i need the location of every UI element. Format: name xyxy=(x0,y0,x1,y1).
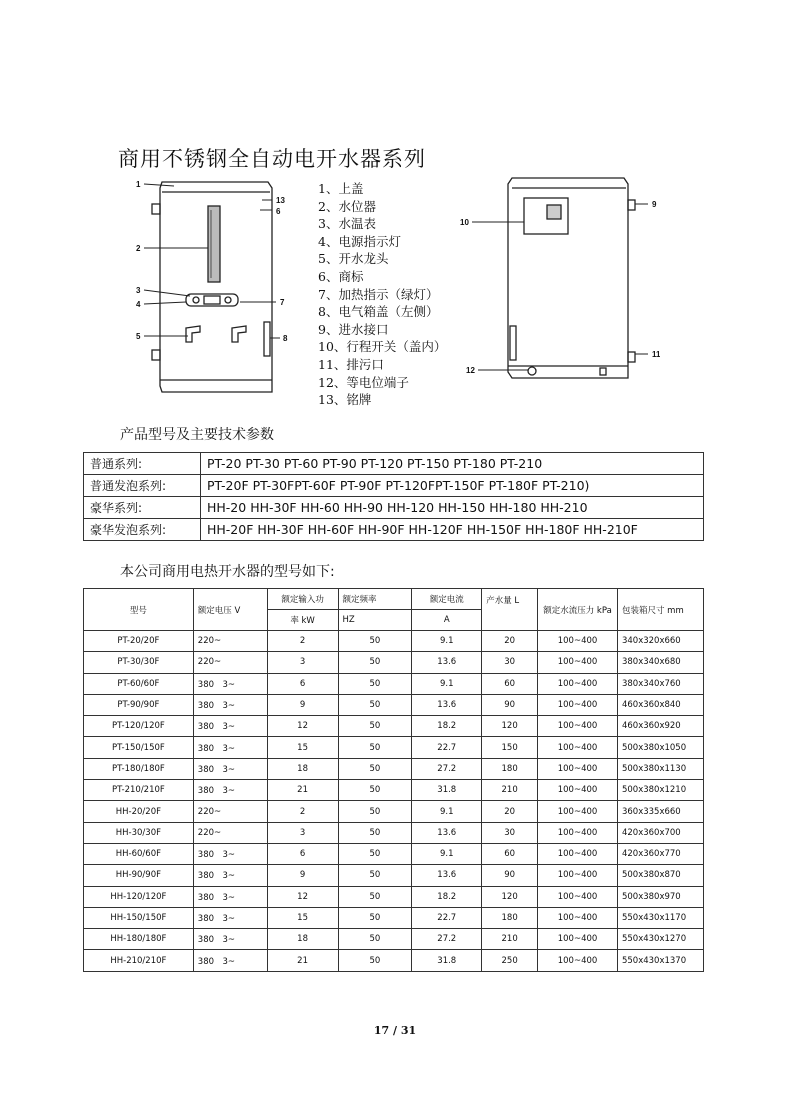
col-frequency: 额定频率 xyxy=(338,589,412,610)
cell-voltage: 220~ xyxy=(193,631,267,652)
tap-right xyxy=(232,326,246,342)
table-row xyxy=(84,652,704,673)
cell-voltage: 220~ xyxy=(193,801,267,822)
table-row xyxy=(84,694,704,715)
cell-size: 360x335x660 xyxy=(617,801,703,822)
col-output: 产水量 L xyxy=(482,589,538,631)
cell-frequency: 50 xyxy=(338,716,412,737)
cell-voltage: 380 3~ xyxy=(193,950,267,971)
table-row xyxy=(84,801,704,822)
cell-frequency: 50 xyxy=(338,950,412,971)
electrical-box-cover xyxy=(264,322,270,356)
cell-power: 6 xyxy=(267,673,338,694)
series-models: PT-20 PT-30 PT-60 PT-90 PT-120 PT-150 PT-180 PT-210 xyxy=(201,453,704,475)
cell-power: 18 xyxy=(267,758,338,779)
cell-model: PT-120/120F xyxy=(84,716,194,737)
table-row xyxy=(84,780,704,801)
legend-item: 11、排污口 xyxy=(318,356,384,372)
cell-power: 2 xyxy=(267,631,338,652)
diagram-legend xyxy=(318,180,446,409)
series-name: 豪华系列: xyxy=(84,497,201,519)
cell-current: 13.6 xyxy=(412,822,482,843)
cell-size: 500x380x970 xyxy=(617,886,703,907)
table-row xyxy=(84,929,704,950)
cell-power: 9 xyxy=(267,694,338,715)
cell-output: 60 xyxy=(482,843,538,864)
cell-current: 18.2 xyxy=(412,716,482,737)
table-row xyxy=(84,673,704,694)
cell-model: HH-60/60F xyxy=(84,843,194,864)
col-current: 额定电流 xyxy=(412,589,482,610)
cell-model: PT-30/30F xyxy=(84,652,194,673)
cell-pressure: 100~400 xyxy=(538,758,618,779)
cell-frequency: 50 xyxy=(338,780,412,801)
cell-size: 420x360x700 xyxy=(617,822,703,843)
cell-output: 120 xyxy=(482,716,538,737)
cell-size: 500x380x1210 xyxy=(617,780,703,801)
cell-output: 90 xyxy=(482,865,538,886)
cell-power: 12 xyxy=(267,716,338,737)
cell-frequency: 50 xyxy=(338,801,412,822)
cell-pressure: 100~400 xyxy=(538,716,618,737)
cell-voltage: 380 3~ xyxy=(193,886,267,907)
cell-voltage: 380 3~ xyxy=(193,694,267,715)
cell-current: 13.6 xyxy=(412,865,482,886)
cell-size: 460x360x840 xyxy=(617,694,703,715)
cell-current: 18.2 xyxy=(412,886,482,907)
col-pressure: 额定水流压力 kPa xyxy=(538,589,618,631)
cell-output: 30 xyxy=(482,652,538,673)
cell-frequency: 50 xyxy=(338,865,412,886)
cell-model: PT-150/150F xyxy=(84,737,194,758)
callout-5: 5 xyxy=(136,332,141,341)
table-row xyxy=(84,453,704,475)
cell-output: 210 xyxy=(482,780,538,801)
cell-voltage: 220~ xyxy=(193,652,267,673)
model-rows xyxy=(84,631,704,972)
cell-model: HH-150/150F xyxy=(84,907,194,928)
cell-frequency: 50 xyxy=(338,843,412,864)
cell-size: 380x340x680 xyxy=(617,652,703,673)
series-models: HH-20 HH-30F HH-60 HH-90 HH-120 HH-150 HH-180 HH-210 xyxy=(201,497,704,519)
cell-voltage: 380 3~ xyxy=(193,929,267,950)
cell-voltage: 380 3~ xyxy=(193,758,267,779)
cell-model: HH-30/30F xyxy=(84,822,194,843)
cell-model: HH-210/210F xyxy=(84,950,194,971)
cell-power: 21 xyxy=(267,780,338,801)
cell-size: 500x380x870 xyxy=(617,865,703,886)
header-row xyxy=(84,589,704,610)
cell-power: 12 xyxy=(267,886,338,907)
table-row xyxy=(84,822,704,843)
cell-output: 120 xyxy=(482,886,538,907)
legend-item: 8、电气箱盖（左侧） xyxy=(318,304,439,320)
cell-model: PT-180/180F xyxy=(84,758,194,779)
cell-frequency: 50 xyxy=(338,631,412,652)
cell-output: 250 xyxy=(482,950,538,971)
cell-model: PT-20/20F xyxy=(84,631,194,652)
cell-voltage: 220~ xyxy=(193,822,267,843)
cell-pressure: 100~400 xyxy=(538,737,618,758)
col-model: 型号 xyxy=(84,589,194,631)
cell-current: 9.1 xyxy=(412,801,482,822)
cell-size: 550x430x1170 xyxy=(617,907,703,928)
cell-current: 9.1 xyxy=(412,673,482,694)
cell-frequency: 50 xyxy=(338,929,412,950)
cell-frequency: 50 xyxy=(338,758,412,779)
cell-pressure: 100~400 xyxy=(538,780,618,801)
table-row xyxy=(84,519,704,541)
cell-pressure: 100~400 xyxy=(538,673,618,694)
cell-voltage: 380 3~ xyxy=(193,907,267,928)
series-name: 普通发泡系列: xyxy=(84,475,201,497)
series-name: 普通系列: xyxy=(84,453,201,475)
cell-size: 550x430x1270 xyxy=(617,929,703,950)
table-row xyxy=(84,475,704,497)
legend-item: 5、开水龙头 xyxy=(318,251,389,267)
legend-item: 4、电源指示灯 xyxy=(318,233,401,249)
cell-pressure: 100~400 xyxy=(538,631,618,652)
cell-current: 9.1 xyxy=(412,631,482,652)
cell-frequency: 50 xyxy=(338,673,412,694)
legend-item: 7、加热指示（绿灯） xyxy=(318,286,439,302)
cell-pressure: 100~400 xyxy=(538,929,618,950)
series-table xyxy=(83,452,704,541)
col-power: 额定输入功 xyxy=(267,589,338,610)
cell-pressure: 100~400 xyxy=(538,907,618,928)
cell-model: HH-20/20F xyxy=(84,801,194,822)
cell-output: 180 xyxy=(482,907,538,928)
cell-pressure: 100~400 xyxy=(538,886,618,907)
table-row xyxy=(84,631,704,652)
cell-model: HH-120/120F xyxy=(84,886,194,907)
col-voltage: 额定电压 V xyxy=(193,589,267,631)
cell-frequency: 50 xyxy=(338,822,412,843)
callout-3: 3 xyxy=(136,286,141,295)
table-row xyxy=(84,886,704,907)
cell-power: 2 xyxy=(267,801,338,822)
table-row xyxy=(84,865,704,886)
cell-frequency: 50 xyxy=(338,886,412,907)
cell-size: 340x320x660 xyxy=(617,631,703,652)
col-frequency-unit: HZ xyxy=(338,610,412,631)
cell-size: 460x360x920 xyxy=(617,716,703,737)
callout-13: 13 xyxy=(276,196,285,205)
cell-voltage: 380 3~ xyxy=(193,865,267,886)
models-section-title: 本公司商用电热开水器的型号如下: xyxy=(120,564,335,580)
cell-voltage: 380 3~ xyxy=(193,843,267,864)
cell-frequency: 50 xyxy=(338,652,412,673)
tap-left xyxy=(186,326,200,342)
cell-output: 210 xyxy=(482,929,538,950)
grounding-terminal xyxy=(528,367,536,375)
legend-item: 1、上盖 xyxy=(318,181,364,196)
cell-model: PT-90/90F xyxy=(84,694,194,715)
cell-power: 15 xyxy=(267,907,338,928)
cell-model: PT-60/60F xyxy=(84,673,194,694)
cell-size: 380x340x760 xyxy=(617,673,703,694)
cell-current: 22.7 xyxy=(412,907,482,928)
callout-4: 4 xyxy=(136,300,141,309)
drain-outlet xyxy=(628,352,635,362)
cell-pressure: 100~400 xyxy=(538,822,618,843)
cell-power: 18 xyxy=(267,929,338,950)
cell-output: 90 xyxy=(482,694,538,715)
cell-size: 420x360x770 xyxy=(617,843,703,864)
cell-output: 60 xyxy=(482,673,538,694)
water-level-gauge xyxy=(208,206,220,282)
cell-voltage: 380 3~ xyxy=(193,716,267,737)
legend-item: 2、水位器 xyxy=(318,198,376,214)
col-size: 包装箱尺寸 mm xyxy=(617,589,703,631)
cell-power: 21 xyxy=(267,950,338,971)
legend-item: 6、商标 xyxy=(318,268,364,284)
table-row xyxy=(84,843,704,864)
series-models: HH-20F HH-30F HH-60F HH-90F HH-120F HH-150F HH-180F HH-210F xyxy=(201,519,704,541)
table-row xyxy=(84,758,704,779)
cell-size: 550x430x1370 xyxy=(617,950,703,971)
series-name: 豪华发泡系列: xyxy=(84,519,201,541)
series-models: PT-20F PT-30FPT-60F PT-90F PT-120FPT-150F PT-180F PT-210) xyxy=(201,475,704,497)
table-row xyxy=(84,716,704,737)
cell-frequency: 50 xyxy=(338,737,412,758)
cell-model: PT-210/210F xyxy=(84,780,194,801)
table-row xyxy=(84,950,704,971)
cell-size: 500x380x1050 xyxy=(617,737,703,758)
cell-pressure: 100~400 xyxy=(538,843,618,864)
page-title: 商用不锈钢全自动电开水器系列 xyxy=(118,147,426,171)
cell-current: 22.7 xyxy=(412,737,482,758)
cell-output: 180 xyxy=(482,758,538,779)
callout-8: 8 xyxy=(283,334,288,343)
cell-voltage: 380 3~ xyxy=(193,737,267,758)
cell-current: 13.6 xyxy=(412,652,482,673)
callout-6: 6 xyxy=(276,207,281,216)
callout-2: 2 xyxy=(136,244,141,253)
cell-frequency: 50 xyxy=(338,694,412,715)
page-number: 17 / 31 xyxy=(373,1024,417,1037)
legend-item: 9、进水接口 xyxy=(318,321,389,337)
cell-power: 9 xyxy=(267,865,338,886)
legend-item: 3、水温表 xyxy=(318,216,376,232)
callout-12: 12 xyxy=(466,366,475,375)
inlet-connector xyxy=(628,200,635,210)
cell-pressure: 100~400 xyxy=(538,865,618,886)
cell-pressure: 100~400 xyxy=(538,694,618,715)
cell-pressure: 100~400 xyxy=(538,950,618,971)
table-row xyxy=(84,737,704,758)
cell-pressure: 100~400 xyxy=(538,652,618,673)
cell-model: HH-180/180F xyxy=(84,929,194,950)
cell-current: 31.8 xyxy=(412,780,482,801)
cell-output: 20 xyxy=(482,801,538,822)
cell-voltage: 380 3~ xyxy=(193,673,267,694)
cell-size: 500x380x1130 xyxy=(617,758,703,779)
cell-current: 27.2 xyxy=(412,929,482,950)
cell-voltage: 380 3~ xyxy=(193,780,267,801)
cell-model: HH-90/90F xyxy=(84,865,194,886)
cell-output: 20 xyxy=(482,631,538,652)
spec-section-title: 产品型号及主要技术参数 xyxy=(120,427,274,443)
callout-11: 11 xyxy=(652,350,660,359)
cell-power: 3 xyxy=(267,652,338,673)
callout-9: 9 xyxy=(652,200,657,209)
callout-10: 10 xyxy=(460,218,469,227)
cell-current: 9.1 xyxy=(412,843,482,864)
cell-power: 3 xyxy=(267,822,338,843)
legend-item: 10、行程开关（盖内） xyxy=(318,339,447,355)
col-current-unit: A xyxy=(412,610,482,631)
legend-item: 12、等电位端子 xyxy=(318,374,409,390)
cell-output: 30 xyxy=(482,822,538,843)
cell-output: 150 xyxy=(482,737,538,758)
col-power-unit: 率 kW xyxy=(267,610,338,631)
cell-frequency: 50 xyxy=(338,907,412,928)
table-row xyxy=(84,497,704,519)
cell-pressure: 100~400 xyxy=(538,801,618,822)
table-row xyxy=(84,907,704,928)
cell-current: 13.6 xyxy=(412,694,482,715)
cell-current: 31.8 xyxy=(412,950,482,971)
callout-7: 7 xyxy=(280,298,285,307)
callout-1: 1 xyxy=(136,180,141,189)
cell-power: 6 xyxy=(267,843,338,864)
cell-current: 27.2 xyxy=(412,758,482,779)
legend-item: 13、铭牌 xyxy=(318,392,372,408)
cell-power: 15 xyxy=(267,737,338,758)
models-table xyxy=(83,588,704,972)
